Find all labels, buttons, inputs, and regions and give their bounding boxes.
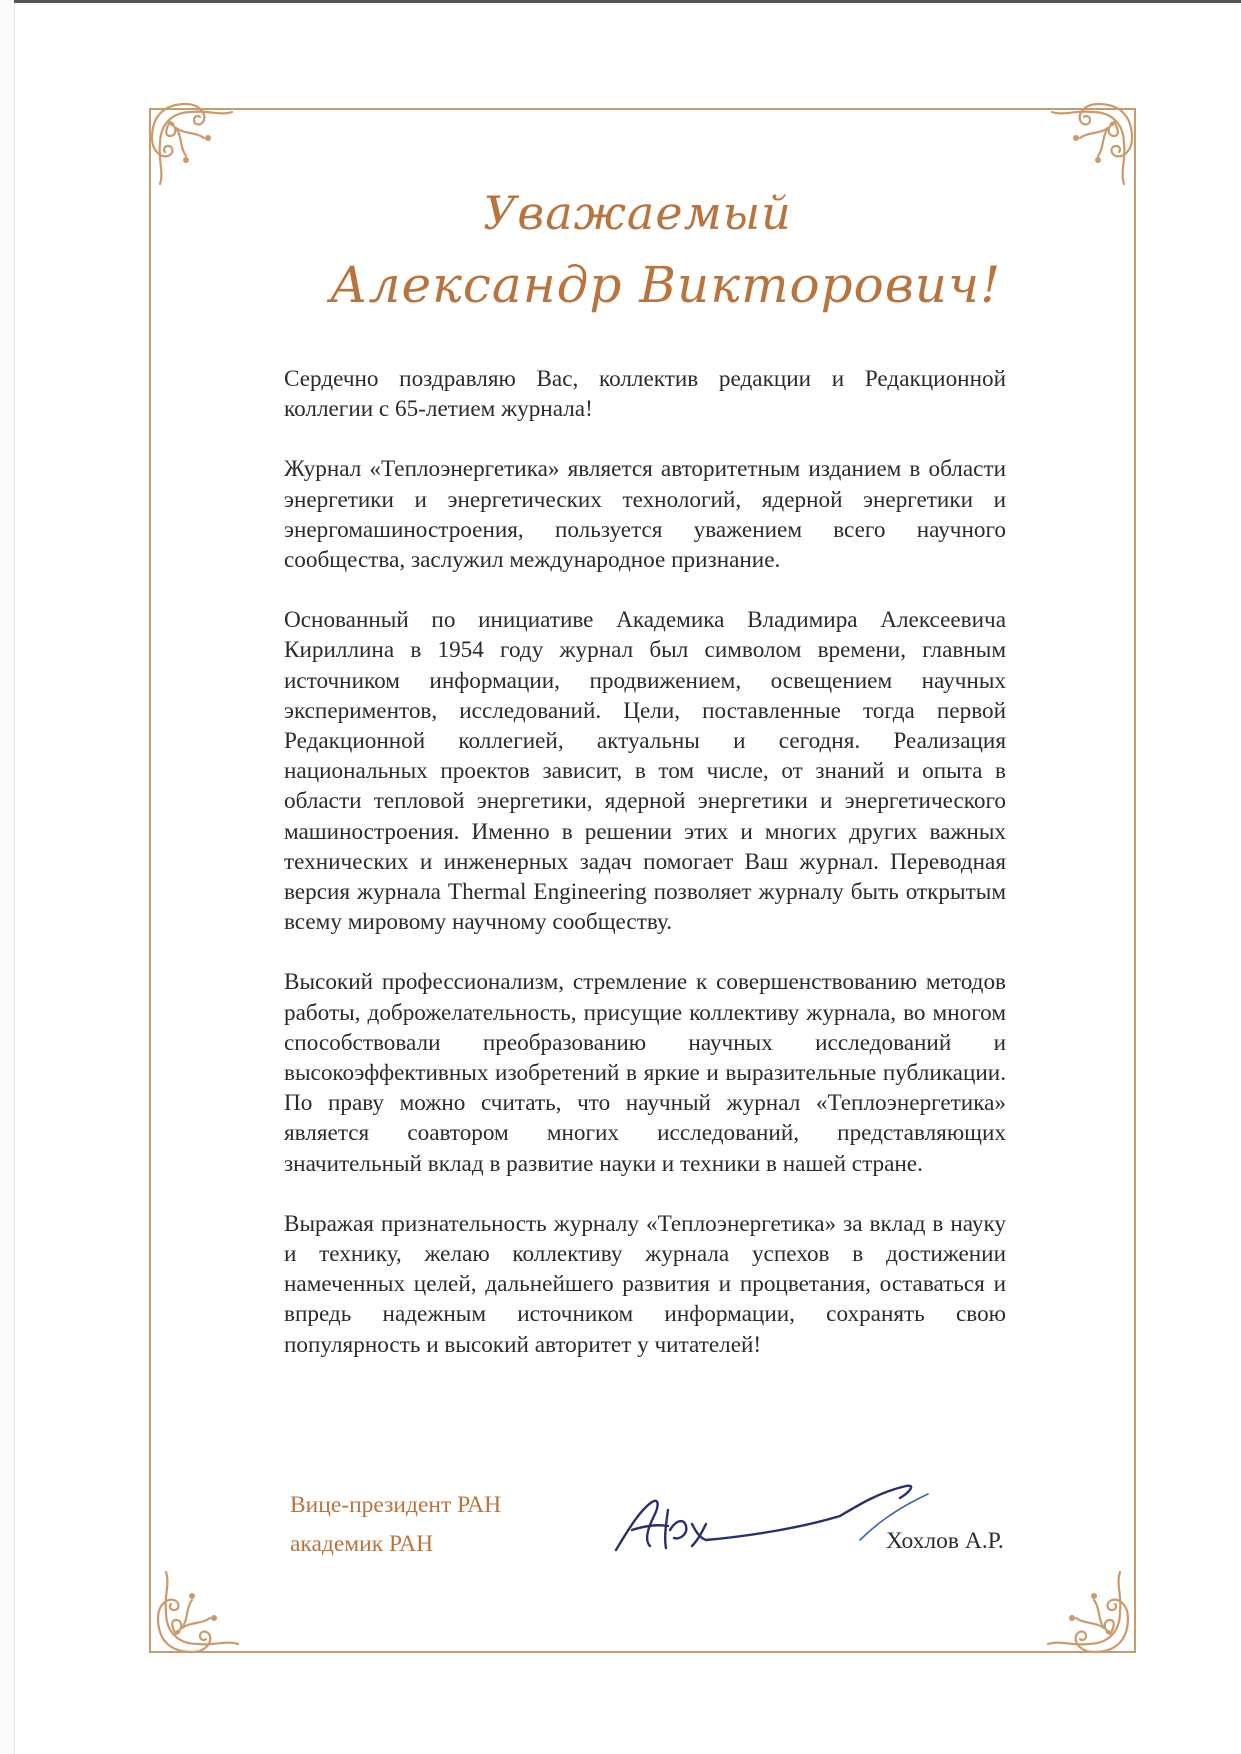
ornament-corner-icon — [146, 98, 238, 190]
paragraph: Сердечно поздравляю Вас, коллектив редакции и Редакционной коллегии с 65-летием журнала! — [284, 366, 1006, 423]
signer-name: Хохлов А.Р. — [886, 1528, 1004, 1554]
paragraph: Журнал «Теплоэнергетика» является авторитетным изданием в области энергетики и энергетических технологий, ядерной энергетики и энергомашиностроения, пользуется уважением всего научного сообщества, заслужил международное признание. — [284, 456, 1006, 574]
salutation-line-2: Александр Викторович! — [329, 256, 1002, 314]
paragraph: Высокий профессионализм, стремление к совершенствованию методов работы, доброжелательность, присущие коллективу журнала, во многом способствовали преобразованию научных исследований и высокоэффективных изобретений в яркие и выразительные публикации. По праву можно считать, что научный журнал «Теплоэнергетика» является соавтором многих исследований, представляющих значительный вклад в развитие науки и техники в нашей стране. — [284, 969, 1006, 1177]
scan-edge — [14, 0, 1241, 3]
ornament-corner-icon — [1042, 1566, 1134, 1658]
salutation-line-1: Уважаемый — [483, 186, 792, 240]
ornament-corner-icon — [1046, 98, 1138, 190]
paragraph: Основанный по инициативе Академика Владимира Алексеевича Кириллина в 1954 году журнал был символом времени, главным источником информации, продвижением, освещением научных экспериментов, исследований. Цели, поставленные тогда первой Редакционной коллегией, актуальны и сегодня. Реализация национальных проектов зависит, в том числе, от знаний и опыта в области тепловой энергетики, ядерной энергетики и энергетического машиностроения. Именно в решении этих и многих других важных технических и инженерных задач помогает Ваш журнал. Переводная версия журнала Thermal Engineering позволяет журналу быть открытым всему мировому научному сообществу. — [284, 607, 1006, 936]
paragraph: Выражая признательность журналу «Теплоэнергетика» за вклад в науку и технику, желаю коллективу журнала успехов в достижении намеченных целей, дальнейшего развития и процветания, оставаться и впредь надежным источником информации, сохранять свою популярность и высокий авторитет у читателей! — [284, 1210, 1006, 1358]
ornament-corner-icon — [152, 1566, 244, 1658]
signer-title-line-1: Вице-президент РАН — [290, 1492, 502, 1518]
signer-title-line-2: академик РАН — [290, 1531, 434, 1557]
letter-body — [284, 364, 1006, 1390]
